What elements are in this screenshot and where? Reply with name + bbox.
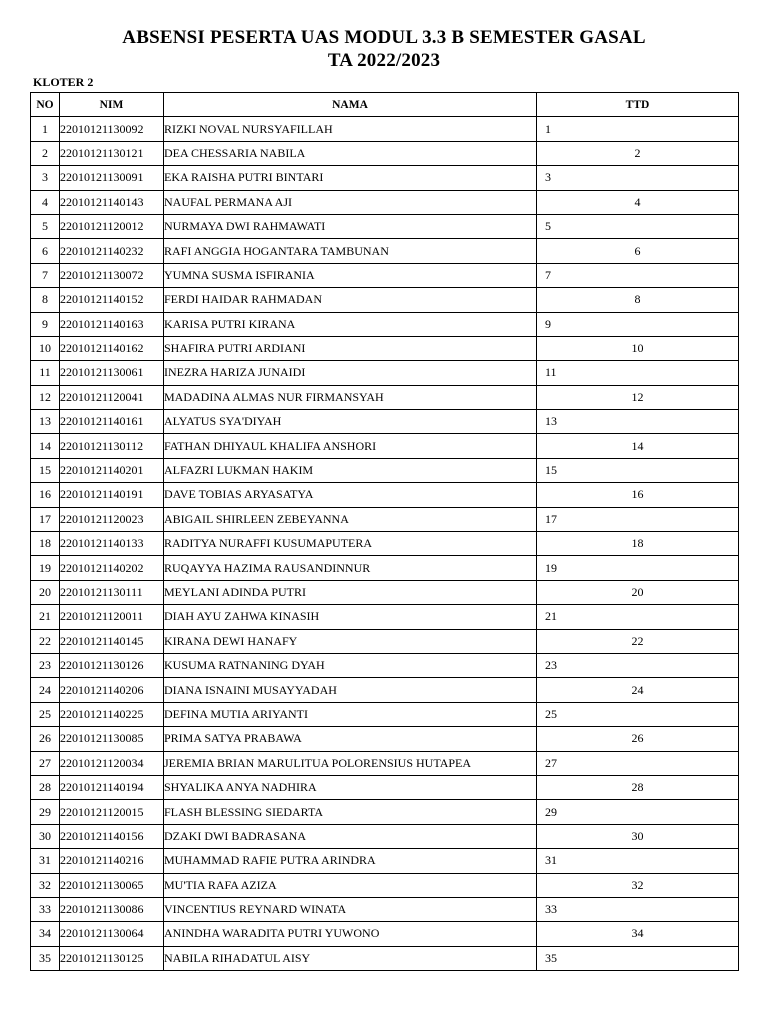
cell-ttd: 2	[537, 141, 739, 165]
cell-ttd: 18	[537, 532, 739, 556]
attendance-table	[30, 92, 739, 971]
table-row	[31, 605, 739, 629]
cell-no: 8	[31, 288, 60, 312]
cell-nama: KARISA PUTRI KIRANA	[164, 312, 537, 336]
cell-no: 2	[31, 141, 60, 165]
table-row	[31, 824, 739, 848]
table-header-row	[31, 93, 739, 117]
document-title: ABSENSI PESERTA UAS MODUL 3.3 B SEMESTER GASAL	[122, 27, 646, 48]
cell-ttd: 3	[537, 166, 739, 190]
cell-no: 17	[31, 507, 60, 531]
cell-nim: 22010121140143	[60, 190, 164, 214]
cell-nama: RIZKI NOVAL NURSYAFILLAH	[164, 117, 537, 141]
table-row	[31, 434, 739, 458]
cell-nama: JEREMIA BRIAN MARULITUA POLORENSIUS HUTAPEA	[164, 751, 537, 775]
table-row	[31, 214, 739, 238]
table-row	[31, 873, 739, 897]
cell-nama: SHYALIKA ANYA NADHIRA	[164, 775, 537, 799]
table-row	[31, 532, 739, 556]
table-row	[31, 312, 739, 336]
cell-ttd: 24	[537, 678, 739, 702]
cell-no: 1	[31, 117, 60, 141]
cell-no: 28	[31, 775, 60, 799]
cell-nim: 22010121130121	[60, 141, 164, 165]
cell-nama: ALYATUS SYA'DIYAH	[164, 410, 537, 434]
cell-no: 10	[31, 336, 60, 360]
table-row	[31, 117, 739, 141]
cell-ttd: 30	[537, 824, 739, 848]
cell-nim: 22010121130091	[60, 166, 164, 190]
cell-nim: 22010121130061	[60, 361, 164, 385]
cell-nim: 22010121120023	[60, 507, 164, 531]
cell-ttd: 35	[537, 946, 739, 970]
cell-ttd: 4	[537, 190, 739, 214]
cell-ttd: 22	[537, 629, 739, 653]
cell-no: 33	[31, 897, 60, 921]
cell-no: 32	[31, 873, 60, 897]
column-header-nim: NIM	[60, 93, 164, 117]
table-row	[31, 263, 739, 287]
cell-ttd: 19	[537, 556, 739, 580]
table-row	[31, 507, 739, 531]
cell-nama: SHAFIRA PUTRI ARDIANI	[164, 336, 537, 360]
cell-no: 7	[31, 263, 60, 287]
cell-nama: ABIGAIL SHIRLEEN ZEBEYANNA	[164, 507, 537, 531]
table-row	[31, 483, 739, 507]
cell-ttd: 32	[537, 873, 739, 897]
cell-ttd: 14	[537, 434, 739, 458]
cell-nim: 22010121140206	[60, 678, 164, 702]
cell-nim: 22010121130085	[60, 727, 164, 751]
cell-ttd: 17	[537, 507, 739, 531]
table-row	[31, 141, 739, 165]
cell-ttd: 9	[537, 312, 739, 336]
table-row	[31, 458, 739, 482]
cell-nama: NURMAYA DWI RAHMAWATI	[164, 214, 537, 238]
cell-nim: 22010121140162	[60, 336, 164, 360]
cell-nama: DIANA ISNAINI MUSAYYADAH	[164, 678, 537, 702]
cell-no: 16	[31, 483, 60, 507]
cell-nim: 22010121120012	[60, 214, 164, 238]
cell-ttd: 5	[537, 214, 739, 238]
cell-nama: FERDI HAIDAR RAHMADAN	[164, 288, 537, 312]
cell-ttd: 1	[537, 117, 739, 141]
cell-nama: DEA CHESSARIA NABILA	[164, 141, 537, 165]
table-row	[31, 751, 739, 775]
cell-no: 20	[31, 580, 60, 604]
table-row	[31, 336, 739, 360]
table-row	[31, 556, 739, 580]
cell-no: 35	[31, 946, 60, 970]
cell-ttd: 11	[537, 361, 739, 385]
cell-nama: KIRANA DEWI HANAFY	[164, 629, 537, 653]
cell-nama: EKA RAISHA PUTRI BINTARI	[164, 166, 537, 190]
cell-nim: 22010121130126	[60, 653, 164, 677]
cell-no: 6	[31, 239, 60, 263]
cell-nama: VINCENTIUS REYNARD WINATA	[164, 897, 537, 921]
cell-ttd: 26	[537, 727, 739, 751]
cell-no: 27	[31, 751, 60, 775]
cell-ttd: 23	[537, 653, 739, 677]
table-row	[31, 385, 739, 409]
cell-nim: 22010121120034	[60, 751, 164, 775]
kloter-label: KLOTER 2	[33, 75, 94, 89]
cell-no: 30	[31, 824, 60, 848]
cell-nim: 22010121140161	[60, 410, 164, 434]
cell-nim: 22010121130125	[60, 946, 164, 970]
cell-nim: 22010121130065	[60, 873, 164, 897]
cell-no: 5	[31, 214, 60, 238]
table-row	[31, 629, 739, 653]
cell-nim: 22010121140163	[60, 312, 164, 336]
table-body	[31, 117, 739, 971]
table-row	[31, 775, 739, 799]
cell-ttd: 7	[537, 263, 739, 287]
cell-ttd: 12	[537, 385, 739, 409]
table-row	[31, 678, 739, 702]
cell-ttd: 8	[537, 288, 739, 312]
cell-no: 29	[31, 800, 60, 824]
cell-no: 13	[31, 410, 60, 434]
table-row	[31, 727, 739, 751]
cell-no: 26	[31, 727, 60, 751]
cell-nim: 22010121140145	[60, 629, 164, 653]
cell-ttd: 33	[537, 897, 739, 921]
cell-nim: 22010121140216	[60, 849, 164, 873]
cell-no: 3	[31, 166, 60, 190]
table-row	[31, 361, 739, 385]
cell-no: 19	[31, 556, 60, 580]
cell-nim: 22010121140133	[60, 532, 164, 556]
document-subtitle: TA 2022/2023	[327, 50, 441, 71]
cell-nama: NAUFAL PERMANA AJI	[164, 190, 537, 214]
table-row	[31, 166, 739, 190]
table-row	[31, 410, 739, 434]
cell-ttd: 15	[537, 458, 739, 482]
cell-ttd: 29	[537, 800, 739, 824]
cell-nama: INEZRA HARIZA JUNAIDI	[164, 361, 537, 385]
cell-nim: 22010121120015	[60, 800, 164, 824]
cell-nim: 22010121140225	[60, 702, 164, 726]
cell-ttd: 25	[537, 702, 739, 726]
cell-nama: MADADINA ALMAS NUR FIRMANSYAH	[164, 385, 537, 409]
cell-no: 12	[31, 385, 60, 409]
cell-no: 9	[31, 312, 60, 336]
cell-nama: MUHAMMAD RAFIE PUTRA ARINDRA	[164, 849, 537, 873]
cell-nim: 22010121120011	[60, 605, 164, 629]
cell-nama: RUQAYYA HAZIMA RAUSANDINNUR	[164, 556, 537, 580]
table-row	[31, 288, 739, 312]
table-row	[31, 849, 739, 873]
cell-nim: 22010121140232	[60, 239, 164, 263]
cell-nama: FLASH BLESSING SIEDARTA	[164, 800, 537, 824]
cell-no: 23	[31, 653, 60, 677]
cell-ttd: 28	[537, 775, 739, 799]
cell-no: 25	[31, 702, 60, 726]
cell-nama: DZAKI DWI BADRASANA	[164, 824, 537, 848]
cell-nama: RADITYA NURAFFI KUSUMAPUTERA	[164, 532, 537, 556]
cell-nama: KUSUMA RATNANING DYAH	[164, 653, 537, 677]
cell-no: 34	[31, 922, 60, 946]
cell-ttd: 20	[537, 580, 739, 604]
cell-no: 31	[31, 849, 60, 873]
cell-nim: 22010121130086	[60, 897, 164, 921]
cell-no: 24	[31, 678, 60, 702]
table-row	[31, 702, 739, 726]
cell-nama: NABILA RIHADATUL AISY	[164, 946, 537, 970]
cell-ttd: 21	[537, 605, 739, 629]
cell-no: 21	[31, 605, 60, 629]
cell-no: 4	[31, 190, 60, 214]
table-row	[31, 239, 739, 263]
cell-no: 15	[31, 458, 60, 482]
cell-nama: MU'TIA RAFA AZIZA	[164, 873, 537, 897]
cell-nama: RAFI ANGGIA HOGANTARA TAMBUNAN	[164, 239, 537, 263]
table-row	[31, 800, 739, 824]
cell-no: 11	[31, 361, 60, 385]
cell-ttd: 13	[537, 410, 739, 434]
table-row	[31, 946, 739, 970]
cell-nama: FATHAN DHIYAUL KHALIFA ANSHORI	[164, 434, 537, 458]
cell-nim: 22010121140156	[60, 824, 164, 848]
table-row	[31, 580, 739, 604]
cell-nim: 22010121130072	[60, 263, 164, 287]
cell-nim: 22010121140201	[60, 458, 164, 482]
cell-nim: 22010121130111	[60, 580, 164, 604]
table-row	[31, 190, 739, 214]
cell-ttd: 27	[537, 751, 739, 775]
cell-ttd: 16	[537, 483, 739, 507]
cell-nim: 22010121130092	[60, 117, 164, 141]
cell-nama: YUMNA SUSMA ISFIRANIA	[164, 263, 537, 287]
column-header-nama: NAMA	[164, 93, 537, 117]
cell-nim: 22010121140191	[60, 483, 164, 507]
cell-nama: PRIMA SATYA PRABAWA	[164, 727, 537, 751]
cell-nim: 22010121140202	[60, 556, 164, 580]
cell-nim: 22010121130064	[60, 922, 164, 946]
cell-nama: ALFAZRI LUKMAN HAKIM	[164, 458, 537, 482]
table-row	[31, 897, 739, 921]
cell-nim: 22010121140152	[60, 288, 164, 312]
cell-nama: DEFINA MUTIA ARIYANTI	[164, 702, 537, 726]
table-row	[31, 653, 739, 677]
cell-nama: DIAH AYU ZAHWA KINASIH	[164, 605, 537, 629]
column-header-no: NO	[31, 93, 60, 117]
cell-ttd: 6	[537, 239, 739, 263]
cell-nim: 22010121120041	[60, 385, 164, 409]
column-header-ttd: TTD	[537, 93, 739, 117]
cell-ttd: 10	[537, 336, 739, 360]
cell-ttd: 31	[537, 849, 739, 873]
cell-ttd: 34	[537, 922, 739, 946]
cell-nama: MEYLANI ADINDA PUTRI	[164, 580, 537, 604]
cell-nim: 22010121140194	[60, 775, 164, 799]
cell-nama: ANINDHA WARADITA PUTRI YUWONO	[164, 922, 537, 946]
cell-nim: 22010121130112	[60, 434, 164, 458]
cell-nama: DAVE TOBIAS ARYASATYA	[164, 483, 537, 507]
cell-no: 14	[31, 434, 60, 458]
table-row	[31, 922, 739, 946]
cell-no: 18	[31, 532, 60, 556]
cell-no: 22	[31, 629, 60, 653]
